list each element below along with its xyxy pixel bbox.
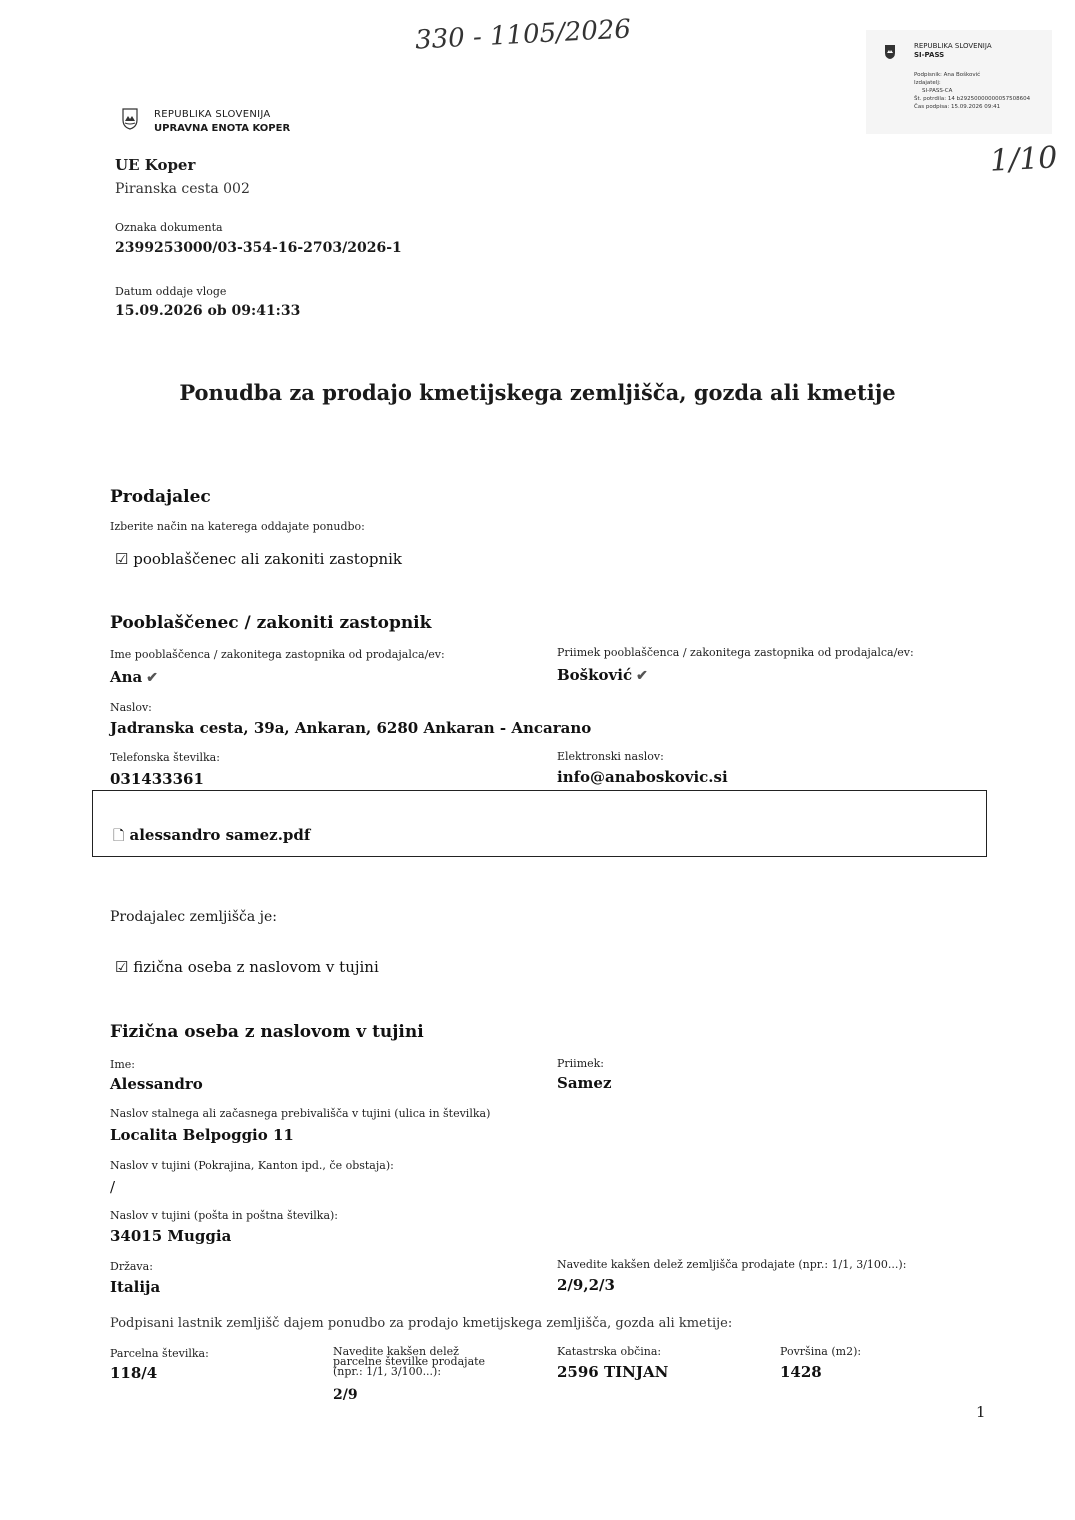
stamp-title-1: REPUBLIKA SLOVENIJA [914,42,992,50]
attachment-file[interactable]: 🗋 alessandro samez.pdf [113,826,311,844]
stamp-issuer: SI-PASS-CA [922,88,953,94]
stamp-signer: Podpisnik: Ana Bošković [914,72,981,78]
priimek-value: Samez [557,1074,612,1092]
priimek-label: Priimek: [557,1057,605,1070]
email-value: info@anaboskovic.si [557,768,728,786]
office-name: UE Koper [115,156,196,174]
check-mark-icon: ✔ [636,668,648,684]
seller-type-option: ☑ fizična oseba z naslovom v tujini [115,958,379,976]
delez-label: Navedite kakšen delež zemljišča prodajate (npr.: 1/1, 3/100...): [557,1258,907,1271]
handwritten-file-number: 330 - 1105/2026 [414,14,632,56]
parcel-delez-value: 2/9 [333,1387,358,1403]
office-address: Piranska cesta 002 [115,181,250,197]
posta-label: Naslov v tujini (pošta in poštna številka): [110,1209,339,1222]
phone-value: 031433361 [110,770,204,788]
parcel-delez-label: Navedite kakšen delež parcelne številke prodajate (npr.: 1/1, 3/100...): [333,1345,486,1378]
pokrajina-value: / [110,1178,116,1196]
address-label: Naslov: [110,701,152,714]
date-value: 15.09.2026 ob 09:41:33 [115,303,301,319]
katastrska-value: 2596 TINJAN [557,1363,669,1381]
ime-value: Alessandro [110,1075,203,1093]
surname-value: Bošković ✔ [557,666,648,684]
pooblascenec-heading: Pooblaščenec / zakoniti zastopnik [110,613,432,633]
povrsina-label: Površina (m2): [780,1345,862,1358]
stamp-title-2: SI-PASS [914,51,945,59]
coat-of-arms-icon [122,108,138,130]
ime-label: Ime: [110,1058,135,1071]
pokrajina-label: Naslov v tujini (Pokrajina, Kanton ipd., če obstaja): [110,1159,394,1172]
offer-statement: Podpisani lastnik zemljišč dajem ponudbo za prodajo kmetijskega zemljišča, gozda ali kmetije: [110,1316,733,1331]
povrsina-value: 1428 [780,1363,822,1381]
address-value: Jadranska cesta, 39a, Ankaran, 6280 Ankaran - Ancarano [110,719,592,737]
naslov-label: Naslov stalnega ali začasnega prebivališča v tujini (ulica in številka) [110,1107,491,1120]
file-icon: 🗋 [113,828,125,844]
name-label: Ime pooblaščenca / zakonitega zastopnika od prodajalca/ev: [110,648,445,661]
check-mark-icon: ✔ [146,670,158,686]
parcelna-label: Parcelna številka: [110,1347,209,1360]
date-label: Datum oddaje vloge [115,285,227,298]
surname-label: Priimek pooblaščenca / zakonitega zastopnika od prodajalca/ev: [557,646,914,659]
header-republic: REPUBLIKA SLOVENIJA [154,109,271,120]
prodajalec-instruction: Izberite način na katerega oddajate ponudbo: [110,520,365,533]
attachment-box [92,790,987,857]
name-value: Ana ✔ [110,668,158,686]
document-title: Ponudba za prodajo kmetijskega zemljišča, gozda ali kmetije [179,380,896,405]
email-label: Elektronski naslov: [557,750,664,763]
checkbox-checked-icon: ☑ [115,550,129,568]
seller-type-label: Prodajalec zemljišča je: [110,909,277,925]
coat-of-arms-icon [884,44,896,60]
stamp-time: Čas podpisa: 15.09.2026 09:41 [914,104,1001,110]
header-unit: UPRAVNA ENOTA KOPER [154,123,291,134]
checkbox-checked-icon: ☑ [115,958,129,976]
katastrska-label: Katastrska občina: [557,1345,662,1358]
page-number: 1 [976,1403,986,1421]
naslov-value: Localita Belpoggio 11 [110,1126,294,1144]
phone-label: Telefonska številka: [110,751,220,764]
drzava-value: Italija [110,1278,161,1296]
doc-label: Oznaka dokumenta [115,221,223,234]
handwritten-page-mark: 1/10 [989,140,1059,179]
posta-value: 34015 Muggia [110,1227,232,1245]
drzava-label: Država: [110,1260,153,1273]
prodajalec-option: ☑ pooblaščenec ali zakoniti zastopnik [115,550,402,568]
delez-value: 2/9,2/3 [557,1276,615,1294]
doc-value: 2399253000/03-354-16-2703/2026-1 [115,240,402,256]
fizicna-heading: Fizična oseba z naslovom v tujini [110,1022,424,1042]
parcelna-value: 118/4 [110,1364,158,1382]
signature-stamp [866,30,1052,134]
stamp-certificate: Št. potrdila: 14 b29250000000057508604 [914,96,1031,102]
prodajalec-heading: Prodajalec [110,487,211,507]
stamp-issuer-label: Izdajatelj: [914,80,941,86]
